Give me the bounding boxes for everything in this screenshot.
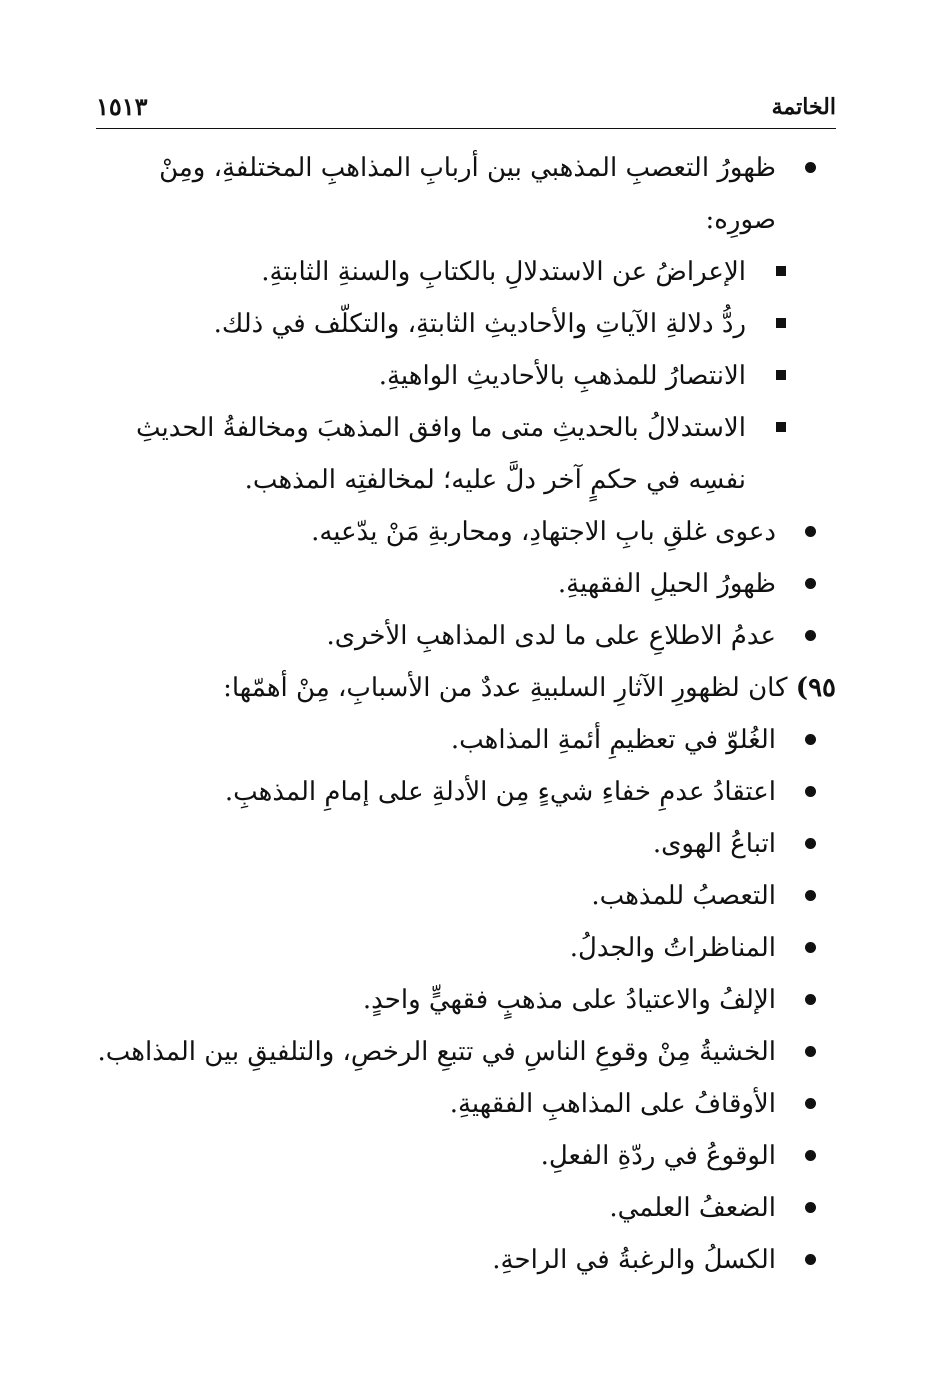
list-item-text: الإلفُ والاعتيادُ على مذهبٍ فقهيٍّ واحدٍ. xyxy=(362,985,776,1015)
list-item xyxy=(96,1130,836,1182)
paragraph-number: ٩٥) xyxy=(795,673,836,703)
list-item xyxy=(96,610,836,662)
list-item xyxy=(96,506,836,558)
list-item-text: ظهورُ الحيلِ الفقهيةِ. xyxy=(557,569,776,599)
list-item xyxy=(96,974,836,1026)
list-item-text: الخشيةُ مِنْ وقوعِ الناسِ في تتبعِ الرخصِ، والتلفيقِ بين المذاهب. xyxy=(97,1037,776,1067)
bullet-dot-icon xyxy=(805,162,816,173)
sub-list-item-text: الاستدلالُ بالحديثِ متى ما وافق المذهبَ ومخالفةُ الحديثِ نفسِه في حكمٍ آخر دلَّ عليه؛ لمخالفتِه المذهب. xyxy=(136,413,746,495)
list-item xyxy=(96,1026,836,1078)
list-item-text: اعتقادُ عدمِ خفاءِ شيءٍ مِن الأدلةِ على إمامِ المذهبِ. xyxy=(224,777,776,807)
list-item xyxy=(96,922,836,974)
bullet-square-icon xyxy=(776,266,786,276)
list-item-text: المناظراتُ والجدلُ. xyxy=(569,933,776,963)
bullet-dot-icon xyxy=(805,1046,816,1057)
list-item xyxy=(96,818,836,870)
bullet-square-icon xyxy=(776,422,786,432)
list-item-text: الغُلوّ في تعظيمِ أئمةِ المذاهب. xyxy=(450,725,776,755)
sub-list-item xyxy=(96,350,836,402)
sub-list-item-text: الإعراضُ عن الاستدلالِ بالكتابِ والسنةِ الثابتةِ. xyxy=(261,257,746,287)
list-item-text: الضعفُ العلمي. xyxy=(609,1193,776,1223)
page-header xyxy=(96,92,836,129)
bullet-dot-icon xyxy=(805,994,816,1005)
page-number: ١٥١٣ xyxy=(96,92,148,121)
list-item xyxy=(96,870,836,922)
sub-list-item xyxy=(96,246,836,298)
bullet-dot-icon xyxy=(805,838,816,849)
list-item-text: دعوى غلقِ بابِ الاجتهادِ، ومحاربةِ مَنْ يدّعيه. xyxy=(311,517,776,547)
sub-list-item-text: الانتصارُ للمذهبِ بالأحاديثِ الواهيةِ. xyxy=(378,361,746,391)
list-item xyxy=(96,1182,836,1234)
sub-list-item xyxy=(96,402,836,506)
paragraph-text: كان لظهورِ الآثارِ السلبيةِ عددٌ من الأسبابِ، مِنْ أهمّها: xyxy=(223,673,788,703)
numbered-paragraph xyxy=(96,662,836,714)
list-item xyxy=(96,1234,836,1286)
bullet-dot-icon xyxy=(805,578,816,589)
list-item-text: الكسلُ والرغبةُ في الراحةِ. xyxy=(492,1245,776,1275)
bullet-dot-icon xyxy=(805,1150,816,1161)
bullet-dot-icon xyxy=(805,942,816,953)
page-body xyxy=(96,142,836,1286)
list-item xyxy=(96,1078,836,1130)
bullet-dot-icon xyxy=(805,786,816,797)
bullet-dot-icon xyxy=(805,890,816,901)
bullet-dot-icon xyxy=(805,1202,816,1213)
bullet-dot-icon xyxy=(805,1098,816,1109)
list-item-text: عدمُ الاطلاعِ على ما لدى المذاهبِ الأخرى. xyxy=(326,621,776,651)
sub-list-item-text: ردُّ دلالةِ الآياتِ والأحاديثِ الثابتةِ، والتكلّف في ذلك. xyxy=(213,309,746,339)
bullet-dot-icon xyxy=(805,1254,816,1265)
list-item xyxy=(96,766,836,818)
list-item xyxy=(96,714,836,766)
list-item xyxy=(96,558,836,610)
sub-list-item xyxy=(96,298,836,350)
bullet-dot-icon xyxy=(805,526,816,537)
chapter-title: الخاتمة xyxy=(771,94,836,120)
list-item-text: التعصبُ للمذهب. xyxy=(591,881,776,911)
list-item-text: ظهورُ التعصبِ المذهبي بين أربابِ المذاهبِ المختلفةِ، ومِنْ صورِه: xyxy=(159,153,776,235)
bullet-dot-icon xyxy=(805,630,816,641)
bullet-square-icon xyxy=(776,370,786,380)
bullet-square-icon xyxy=(776,318,786,328)
list-item xyxy=(96,142,836,246)
list-item-text: الأوقافُ على المذاهبِ الفقهيةِ. xyxy=(449,1089,776,1119)
list-item-text: الوقوعُ في ردّةِ الفعلِ. xyxy=(540,1141,776,1171)
list-item-text: اتباعُ الهوى. xyxy=(652,829,776,859)
bullet-dot-icon xyxy=(805,734,816,745)
